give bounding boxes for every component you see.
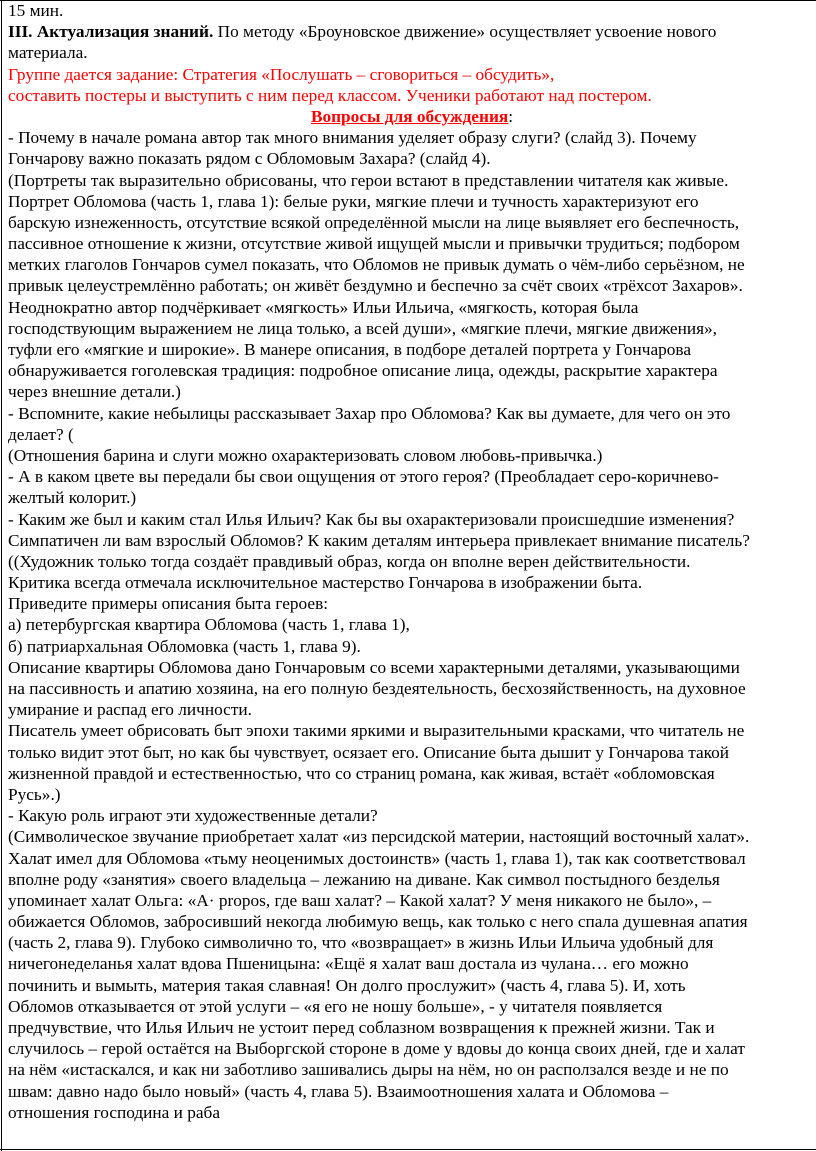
text-line: желтый колорит.)	[8, 488, 137, 508]
text-line: предчувствие, что Илья Ильич не устоит перед соблазном возвращения к прежней жизни. Так и	[8, 1018, 715, 1037]
text-line: швам: давно надо было новый» (часть 4, глава 5). Взаимоотношения халата и Обломова –	[8, 1081, 669, 1101]
text-line: барскую изнеженность, отсутствие всякой определённой мысли на лице выявляет его беспечность,	[8, 212, 740, 232]
text-line: (часть 2, глава 9). Глубоко символично то, что «возвращает» в жизнь Ильи Ильича удобный для	[8, 933, 714, 953]
page-border-left	[1, 0, 2, 1151]
section-heading-line	[8, 21, 816, 42]
text-line: Обломов отказывается от этой услуги – «я его не ношу больше», - у читателя появляется	[8, 996, 663, 1016]
text-line: привык целеустремлённо работать; он живёт бездумно и беспечно за счёт своих «трёхсот Захаров».	[8, 276, 743, 296]
text-line: на нём «истаскался, и как ни заботливо зашивались дыры на нём, но он расползался везде и не по	[8, 1060, 729, 1080]
text-line: (Символическое звучание приобретает халат «из персидской материи, настоящий восточный халат».	[8, 827, 750, 847]
text-line: Критика всегда отмечала исключительное мастерство Гончарова в изображении быта.	[8, 573, 643, 593]
text-line: через внешние детали.)	[8, 382, 181, 402]
text-line: Описание квартиры Обломова дано Гончаровым со всеми характерными деталями, указывающими	[8, 657, 740, 677]
text-line: Русь».)	[8, 784, 61, 804]
text-line: Приведите примеры описания быта героев:	[8, 594, 329, 614]
text-line: ((Художник только тогда создаёт правдивый образ, когда он вполне верен действительности.	[8, 551, 691, 571]
text-line: материала.	[8, 43, 88, 63]
text-line: Симпатичен ли вам взрослый Обломов? К каким деталям интерьера привлекает внимание писатель?	[8, 530, 750, 550]
text-line: на пассивность и апатию хозяина, на его полную бездеятельность, бесхозяйственность, на духовное	[8, 679, 746, 698]
text-line: господствующим выражением не лица только, а всей души», «мягкие плечи, мягкие движения»,	[8, 318, 717, 338]
text-line: - Почему в начале романа автор так много внимания уделяет образу слуги? (слайд 3). Почему	[8, 128, 697, 148]
questions-title: Вопросы для обсуждения	[310, 106, 509, 126]
text-line: б) патриархальная Обломовка (часть 1, глава 9).	[8, 636, 361, 656]
task-text-line: Группе дается задание: Стратегия «Послушать – сговориться – обсудить»,	[8, 64, 555, 84]
text-line: починить и вымыть, материя такая славная! Он долго прослужит» (часть 4, глава 5). И, хоть	[8, 975, 686, 995]
text-line: - Вспомните, какие небылицы рассказывает Захар про Обломова? Как вы думаете, для чего он это	[8, 403, 731, 423]
text-line: а) петербургская квартира Обломова (часть 1, глава 1),	[8, 615, 410, 635]
text-line: ничегонеделанья халат вдова Пшеницына: «Ещё я халат ваш достала из чулана… его можно	[8, 954, 689, 974]
text-line: обнаруживается гоголевская традиция: подробное описание лица, одежды, раскрытие характера	[8, 361, 718, 381]
text-line: (Отношения барина и слуги можно охарактеризовать словом любовь-привычка.)	[8, 445, 603, 465]
text-line: - А в каком цвете вы передали бы свои ощущения от этого героя? (Преобладает серо-коричнево-	[8, 467, 719, 487]
text-line: Неоднократно автор подчёркивает «мягкость» Ильи Ильича, «мягкость, которая была	[8, 297, 639, 317]
text-line: - Каким же был и каким стал Илья Ильич? Как бы вы охарактеризовали происшедшие изменения?	[8, 509, 735, 529]
text-line: делает? (	[8, 424, 74, 444]
text-line: умирание и распад его личности.	[8, 700, 252, 720]
text-line: только видит этот быт, но как бы чувствует, осязает его. Описание быта дышит у Гончарова такой	[8, 742, 730, 762]
text-line: (Портреты так выразительно обрисованы, что герои встают в представлении читателя как живые.	[8, 170, 729, 190]
questions-title-colon: :	[508, 106, 514, 126]
text-line: отношения господина и раба	[8, 1102, 221, 1122]
text-line: Портрет Обломова (часть 1, глава 1): белые руки, мягкие плечи и тучность характеризуют его	[8, 191, 699, 211]
page-border-bottom	[0, 1149, 816, 1150]
questions-title-line	[8, 106, 816, 127]
text-line: туфли его «мягкие и широкие». В манере описания, в подборе деталей портрета у Гончарова	[8, 340, 692, 359]
section-heading: III. Актуализация знаний.	[8, 22, 214, 42]
text-line: жизненной правдой и естественностью, что со страниц романа, как живая, встаёт «обломовская	[8, 763, 715, 783]
text-line: Халат имел для Обломова «тьму неоценимых достоинств» (часть 1, глава 1), так как соответствовал	[8, 848, 746, 868]
section-heading-text: По методу «Броуновское движение» осуществляет усвоение нового	[213, 22, 717, 42]
text-line: вполне роду «занятия» своего владельца – лежанию на диване. Как символ постыдного безделья	[8, 869, 720, 889]
text-line: Писатель умеет обрисовать быт эпохи такими яркими и выразительными красками, что читатель не	[8, 721, 745, 741]
text-line: метких глаголов Гончаров сумел показать, что Обломов не привык думать о чём-либо серьёзном, не	[8, 255, 745, 275]
text-line: обижается Обломов, забросивший некогда любимую вещь, как только с него спала душевная апатия	[8, 912, 748, 932]
text-line: пассивное отношение к жизни, отсутствие живой ищущей мысли и привычки трудиться; подбором	[8, 234, 740, 254]
text-line: 15 мин.	[8, 1, 64, 20]
document-body	[8, 0, 816, 1123]
text-line: случилось – герой остаётся на Выборгской стороне в доме у вдовы до конца своих дней, где и халат	[8, 1039, 745, 1059]
task-text-line: составить постеры и выступить с ним перед классом. Ученики работают над постером.	[8, 85, 652, 105]
text-line: - Какую роль играют эти художественные детали?	[8, 806, 378, 826]
text-line: упоминает халат Ольга: «А· propos, где ваш халат? – Какой халат? У меня никакого не было», –	[8, 890, 712, 910]
text-line: Гончарову важно показать рядом с Обломовым Захара? (слайд 4).	[8, 149, 491, 169]
